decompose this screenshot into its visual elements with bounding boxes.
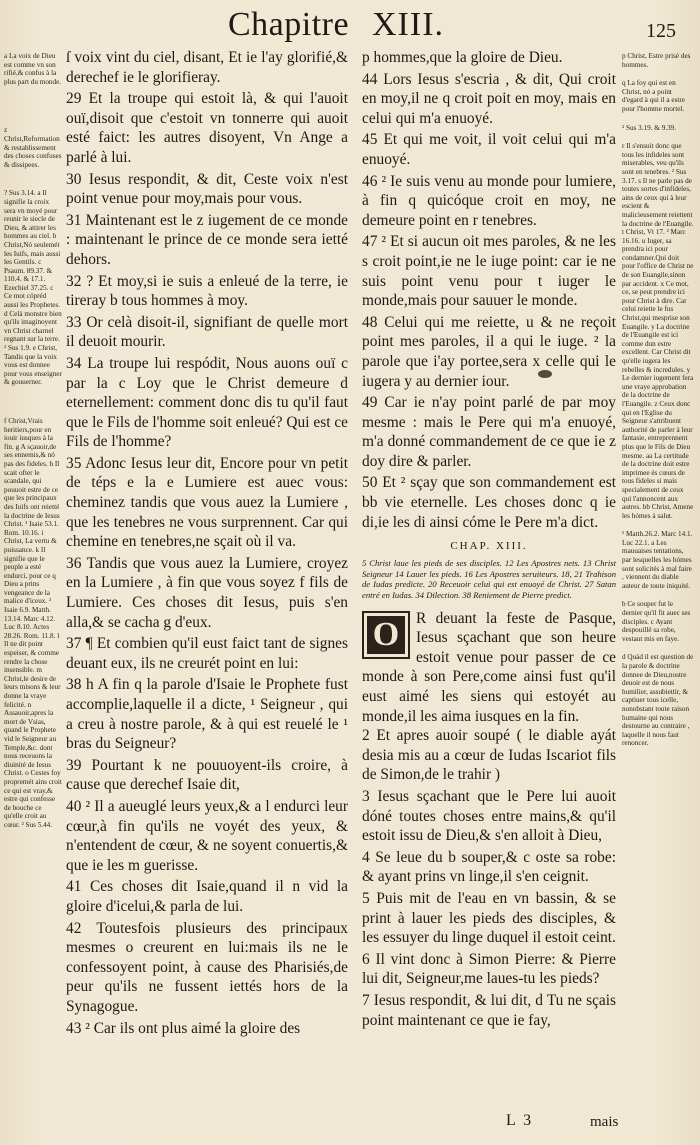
verse: 29 Et la troupe qui estoit là, & qui l'auoit ouï,disoit que c'estoit vn tonnerre qui auoit esté faict: les autres disoyent, Vn Ange a parlé à lui. xyxy=(66,90,348,166)
verse: 39 Pourtant k ne pouuoyent-ils croire, à cause que derechef Isaie dit, xyxy=(66,756,348,794)
verse: 45 Et qui me voit, il voit celui qui m'a enuoyé. xyxy=(362,131,616,168)
verse: 42 Toutesfois plusieurs des principaux mesmes o creurent en lui:mais ils ne le confessoyent point, à cause des Pharisiés,de peur qu'ils ne fussent iettés hors de la Synagogue. xyxy=(66,919,348,1015)
verse: 36 Tandis que vous auez la Lumiere, croyez en la Lumiere , à fin que vous soyez f fils de Lumiere. Ces choses dit Iesus, puis s'en alla,& se cacha g d'eux. xyxy=(66,554,348,631)
chapter-heading: CHAP. XIII. xyxy=(450,540,528,553)
verse: 4 Se leue du b souper,& c oste sa robe: & ayant prins vn linge,il s'en ceignit. xyxy=(362,848,616,886)
margin-note: a La voix de Dieu est comme vn son rifié,& confus à la plus part du monde. xyxy=(4,52,62,86)
verse: 37 ¶ Et combien qu'il eust faict tant de signes deuant eux, ils ne creurét point en lui: xyxy=(66,635,348,672)
margin-note: ² Sus 3.19. & 9.39. xyxy=(622,123,677,132)
verse: ſ voix vint du ciel, disant, Et ie l'ay glorifié,& derechef ie le glorifieray. xyxy=(66,49,348,86)
verse: 47 ² Et si aucun oit mes paroles, & ne les s croit point,ie ne le iuge point: car ie ne suis point venu pour t iuger le monde,mais pour sauuer le monde. xyxy=(362,233,616,310)
margin-note: p Christ, Estre prisé des hommes. xyxy=(622,52,691,69)
verse: 49 Car ie n'ay point parlé de par moy mesme : mais le Pere qui m'a enuoyé, m'a donné commandement de ce que ie z doy dire & parler. xyxy=(362,394,616,470)
margin-note: ¹ Matth.26.2. Marc 14.1. Luc 22.1. a Les mauuaises tentations, par lesquelles les hómes sont solicités à mal faire , viennent du diable auteur de toute iniquité. xyxy=(622,530,693,590)
running-head-left: Chapitre xyxy=(228,6,350,43)
verse: 6 Il vint donc à Simon Pierre: & Pierre lui dit, Seigneur,me laues-tu les pieds? xyxy=(362,950,616,988)
margin-note: f Christ,Vrais heritiers,pour en iouir iusques à la fin. g A sçauoir,de ses ennemis,& nó pas des fideles. h Il scait ofter le scandale, qui pouuoit estre de ce que les principaux des Iuifs ont reietté la doctrine de Iesus Christ. ¹ Isaie 53.1. Rom. 10.16. i Christ, La vertu & puissance. k Il signifie que le peuple a esté endurci, pour ce q Dieu a prins vengeance de la malice d'iceux. ² Isaie 6.9. Matth. 13.14. Marc 4.12. Luc 8.10. Actes 28.26. Rom. 11.8. l Il ne dit point espeiser, & comme rendre la chose insensible. m Christ,le desire de leurs misons & leur donne la vraye felicité. n Assauoir,apres la mort de Vsias, quand le Prophete vid le Seigneur au Temple,&c. dont nous receuons la diuinité de Iesus Christ. o Cestes foy propremét ains croit ce qui est vray,& estre qui confesse de bouche ce qu'elle croit au cœur. ² Sus 5.44. xyxy=(4,417,62,829)
verse: 38 h A fin q la parole d'Isaie le Prophete fust accomplie,laquelle il a dicte, ¹ Seigneur , qui a creu à nostre parole, & à qui est reuelé le ¹ bras du Seigneur? xyxy=(66,676,348,753)
verse: R deuant la feste de Pasque, Iesus sçachant que son heure estoit venue pour passer de ce monde à son Pere,come ainsi fust qu'il eust aimé les siens qui estoyét au monde,il les aima iusques en la fin. xyxy=(362,609,616,725)
verse: 5 Puis mit de l'eau en vn bassin, & se print à lauer les pieds des disciples, & les essuyer du linge duquel il estoit ceint. xyxy=(362,889,616,947)
verse: 32 ? Et moy,si ie suis a enleué de la terre, ie tireray b tous hommes à moy. xyxy=(66,272,348,310)
catchword: mais xyxy=(590,1114,619,1130)
right-text-column xyxy=(362,48,616,1030)
verse: 3 Iesus sçachant que le Pere lui auoit dóné toutes choses entre mains,& qu'il estoit issu de Dieu,& s'en alloit à Dieu, xyxy=(362,787,616,845)
verse: 43 ² Car ils ont plus aimé la gloire des xyxy=(66,1019,301,1037)
verse: 35 Adonc Iesus leur dit, Encore pour vn petit de téps e la e Lumiere est auec vous: cheminez tandis que vous auez la Lumiere , que les tenebres ne vous surprennent. Car qui chemine en tenebres,ne sçait où il va. xyxy=(66,454,348,551)
verse: p hommes,que la gloire de Dieu. xyxy=(362,49,563,66)
ink-blot-icon xyxy=(538,370,552,378)
verse: 41 Ces choses dit Isaie,quand il n vid la gloire d'icelui,& parla de lui. xyxy=(66,878,348,915)
verse: 33 Or celà disoit-il, signifiant de quelle mort il deuoit mourir. xyxy=(66,313,348,351)
right-margin-notes xyxy=(622,52,694,758)
margin-note: b Ce souper fut le dernier qu'il fit auec ses disciples. c Ayant despouillé sa robe, vestaut mis en faye. xyxy=(622,600,691,643)
verse: 50 Et ² sçay que son commandement est bb vie eternelle. Les choses donc q ie di,ie les di ainsi cóme le Pere m'a dict. xyxy=(362,474,616,531)
verse: 46 ² Ie suis venu au monde pour lumiere, à fin q quicóque croit en moy, ne demeure point en r tenebres. xyxy=(362,172,616,229)
left-margin-notes xyxy=(4,52,62,840)
margin-note: r Il s'ensuit donc que tous les infideles sont miserables, veu qu'ils sont en tenebres. ² Sus 3.17. s Il ne parle pas de toutes sortes d'infideles, ains de ceux qui à leur escient & malicieusement reiettent la doctrine de l'Euangile. t Christ, Vt 17. ² Marc 16.16. u Iuger, sa prendra ici pour condamner.Qui doit pour l'office de Christ ne de son Euangile,sinon par accident. x Ce mot, ce, se peut prendre ici pour Christ à dire. Car celui reiette le fus Christ,qui mesprise son Euangile. y La doctrine de l'Euangile est ici comme dun estre excellent. Car Christ dit qu'elle iugera les rebelles & incredules. y Le dernier iugement fera une vraye approbation de la doctrine de l'Euangile. z Ceux donc qui en l'Eglise du Seigneur s'attribuent authorité de parler à leur fantasie, entreprennent plus que le Fils de Dieu mesme. aa La certitude de la doctrine doit estre imprimee és cœurs de tous fideles si mais specialement de ceux qui l'annoncent aux autres. bb Christ, Amene les hómes à salut. xyxy=(622,142,694,520)
verse: 2 Et apres auoir soupé ( le diable ayát desia mis au a cœur de Iudas Iscariot fils de Simon,de le trahir ) xyxy=(362,727,616,784)
signature-mark: L 3 xyxy=(506,1112,534,1129)
margin-note: d Quád il est question de la parole & doctrine donnee de Dieu,nostre deuoir est de nous humilier, assubiettir, & captiuer tous icelle, nonobstant toute raison humaine qui nous destourne au contraire , laquelle il nous faut renoncer. xyxy=(622,653,694,748)
margin-note: z Christ,Reformation & restablissement des choses confuses & dissipees. xyxy=(4,126,62,169)
verse: 30 Iesus respondit, & dit, Ceste voix n'est point venue pour moy,mais pour vous. xyxy=(66,170,348,208)
verse: 48 Celui qui me reiette, u & ne reçoit point mes paroles, il a qui le iuge. ² la parole que i'ay portee,sera x celle qui le iugera y au dernier iour. xyxy=(362,313,616,390)
verse: 31 Maintenant est le z iugement de ce monde : maintenant le prince de ce monde sera ietté dehors. xyxy=(66,211,348,268)
folio-number: 125 xyxy=(646,20,676,42)
chapter-opening xyxy=(362,609,616,727)
running-head-right: XIII. xyxy=(372,6,445,43)
left-text-column xyxy=(66,48,348,1038)
margin-note: q La foy qui est en Christ, nó a point d'egard à qui il a estre pour l'homme mortel. xyxy=(622,79,685,113)
verse: 7 Iesus respondit, & lui dit, d Tu ne sçais point maintenant ce que ie fay, xyxy=(362,991,616,1029)
running-head xyxy=(0,6,700,46)
decorated-initial-icon: O xyxy=(362,611,410,659)
verse: 34 La troupe lui respódit, Nous auons ouï c par la c Loy que le Christ demeure d eternellement: comment donc dis tu qu'il faut que le Fils de l'homme soit enleué? Qui est ce Fils de l'homme? xyxy=(66,354,348,451)
verse: 44 Lors Iesus s'escria , & dit, Qui croit en moy,il ne q croit poit en moy, mais en celui qui m'a enuoyé. xyxy=(362,70,616,127)
verse: 40 ² Il a aueuglé leurs yeux,& a l endurci leur cœur,à fin qu'ils ne voyét des yeux, & n'entendent de cœur, & ne soyent conuertis,& que ie les m guerisse. xyxy=(66,797,348,874)
chapter-summary: 5 Christ laue les pieds de ses disciples. 12 Les Apostres nets. 13 Christ Seigneur 14 Lauer les pieds. 16 Les Apostres seruiteurs. 18, 21 Trahison de Iudas predicte. 20 Receuoir celui qui est enuoyé de Christ. 27 Satan entré en Iudas. 34 Dilection. 38 Reniement de Pierre predict. xyxy=(362,558,616,601)
margin-note: ? Sus 3.14. a Il signifie la croix sera vn moyé pour reunir le siecle de Dieu, & attirer les hommes au ciel. b Christ,Nó seulemét les Iuifs, mais aussi les Gentils. c Psaum. 89.37. & 110.4. & 17.1. Ezechiel 37.25. c Ce mot cópréd aussi les Prophetes. d Celà monstre bien qu'ils imaginoyent vn Christ charnel regnant sur la terre. ² Sus 1.9. e Christ, Tandis que la voix vous est donnee pour vous enseigner & gouuerner. xyxy=(4,189,62,387)
